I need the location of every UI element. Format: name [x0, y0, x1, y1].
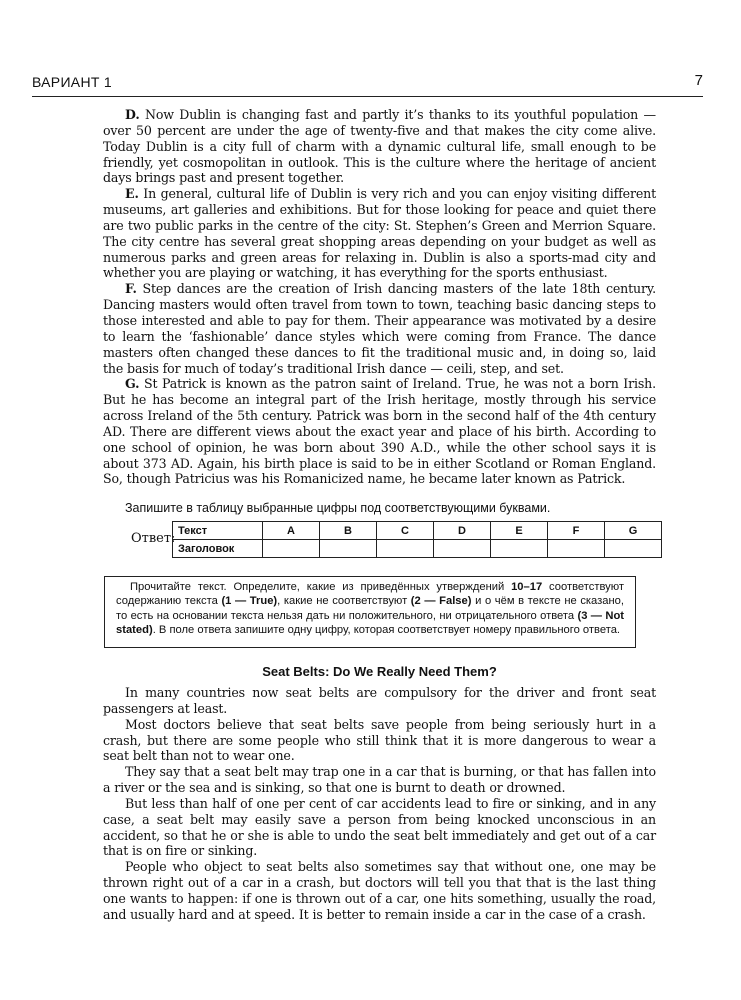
paragraph-letter: F.: [125, 281, 137, 297]
row-header-text: Текст: [173, 522, 263, 540]
passage-text: [103, 107, 656, 487]
article-text: [103, 685, 656, 923]
paragraph-g: [103, 376, 656, 487]
row-header-heading: Заголовок: [173, 540, 263, 558]
article-paragraph: Most doctors believe that seat belts save people from being seriously hurt in a crash, but there are some people who still think that it is more dangerous to wear a seat belt than not to wear one.: [103, 716, 656, 764]
answer-table: [172, 521, 662, 558]
article-title: Seat Belts: Do We Really Need Them?: [262, 664, 497, 679]
paragraph-text: St Patrick is known as the patron saint of Ireland. True, he was not a born Irish. But he has become an integral part of the Irish heritage, mostly through his service across Ireland of the 5th century. Patrick was born in the second half of the 4th century AD. There are different views about the exact year and place of his birth. According to one school of opinion, he was born about 390 A.D., while the other school says it is about 373 AD. Again, his birth place is said to be in either Scotland or Roman England. So, though Patricius was his Romanicized name, he became later known as Patrick.: [103, 376, 656, 487]
paragraph-letter: E.: [125, 186, 139, 202]
letter-cell: B: [320, 522, 377, 540]
article-paragraph: In many countries now seat belts are compulsory for the driver and front seat passengers at least.: [103, 685, 656, 716]
answer-row-text: [173, 522, 662, 540]
article-paragraph: But less than half of one per cent of car accidents lead to fire or sinking, and in any case, a seat belt may easily save a person from being knocked unconscious in an accident, so that he or she is able to undo the seat belt immediately and get out of a car that is on fire or sinking.: [103, 795, 656, 859]
task-instructions-text: Прочитайте текст. Определите, какие из приведённых утверждений 10–17 соответствуют содержанию текста (1 — True), какие не соответствуют (2 — False) и о чём в тексте не сказано, то есть на основании текста нельзя дать ни положительного, ни отрицательного ответа (3 — Not stated). В поле ответа запишите одну цифру, которая соответствует номеру правильного ответа.: [116, 581, 625, 637]
answer-cell-c[interactable]: [377, 540, 434, 558]
letter-cell: A: [263, 522, 320, 540]
paragraph-text: Now Dublin is changing fast and partly it’s thanks to its youthful population — over 50 percent are under the age of twenty-five and that makes the city come alive. Today Dublin is a city full of charm with a dynamic cultural life, small enough to be friendly, yet cosmopolitan in outlook. This is the culture where the heritage of ancient days brings past and present together.: [103, 107, 656, 186]
letter-cell: E: [491, 522, 548, 540]
letter-cell: C: [377, 522, 434, 540]
table-instruction: Запишите в таблицу выбранные цифры под соответствующими буквами.: [125, 501, 551, 515]
paragraph-d: [103, 107, 656, 186]
article-paragraph: They say that a seat belt may trap one in a car that is burning, or that has fallen into a river or the sea and is sinking, so that one is burnt to death or drowned.: [103, 764, 656, 796]
paragraph-e: [103, 186, 656, 281]
paragraph-letter: G.: [125, 376, 140, 392]
answer-label: Ответ:: [131, 531, 176, 546]
page-number: 7: [694, 72, 703, 89]
header-rule: [32, 96, 703, 97]
answer-cell-g[interactable]: [605, 540, 662, 558]
paragraph-text: Step dances are the creation of Irish dancing masters of the late 18th century. Dancing masters would often travel from town to town, teaching basic dancing steps to those interested and able to pay for them. Their appearance was motivated by a desire to learn the ‘fashionable’ dance styles which were coming from France. The dance masters often changed these dances to fit the traditional music and, in doing so, laid the basis for much of today’s traditional Irish dance — ceili, step, and set.: [103, 281, 656, 376]
answer-cell-e[interactable]: [491, 540, 548, 558]
variant-label: ВАРИАНТ 1: [32, 74, 112, 90]
letter-cell: G: [605, 522, 662, 540]
paragraph-text: In general, cultural life of Dublin is very rich and you can enjoy visiting different museums, art galleries and exhibitions. But for those looking for peace and quiet there are two public parks in the centre of the city: St. Stephen’s Green and Merrion Square. The city centre has several great shopping areas depending on your budget as well as numerous parks and green areas for relaxing in. Dublin is also a sports-mad city and whether you are playing or watching, it has everything for the sports enthusiast.: [103, 186, 656, 281]
answer-row-heading: [173, 540, 662, 558]
article-paragraph: People who object to seat belts also sometimes say that without one, one may be thrown right out of a car in a crash, but doctors will tell you that that is the last thing one wants to happen: if one is thrown out of a car, one hits something, usually the road, and usually hard and at speed. It is better to remain inside a car in the case of a crash.: [103, 859, 656, 922]
letter-cell: D: [434, 522, 491, 540]
page-header: [32, 72, 703, 94]
letter-cell: F: [548, 522, 605, 540]
answer-cell-a[interactable]: [263, 540, 320, 558]
paragraph-letter: D.: [125, 107, 140, 122]
paragraph-f: [103, 281, 656, 376]
answer-cell-b[interactable]: [320, 540, 377, 558]
answer-cell-d[interactable]: [434, 540, 491, 558]
answer-cell-f[interactable]: [548, 540, 605, 558]
task-instructions-box: [104, 576, 636, 648]
